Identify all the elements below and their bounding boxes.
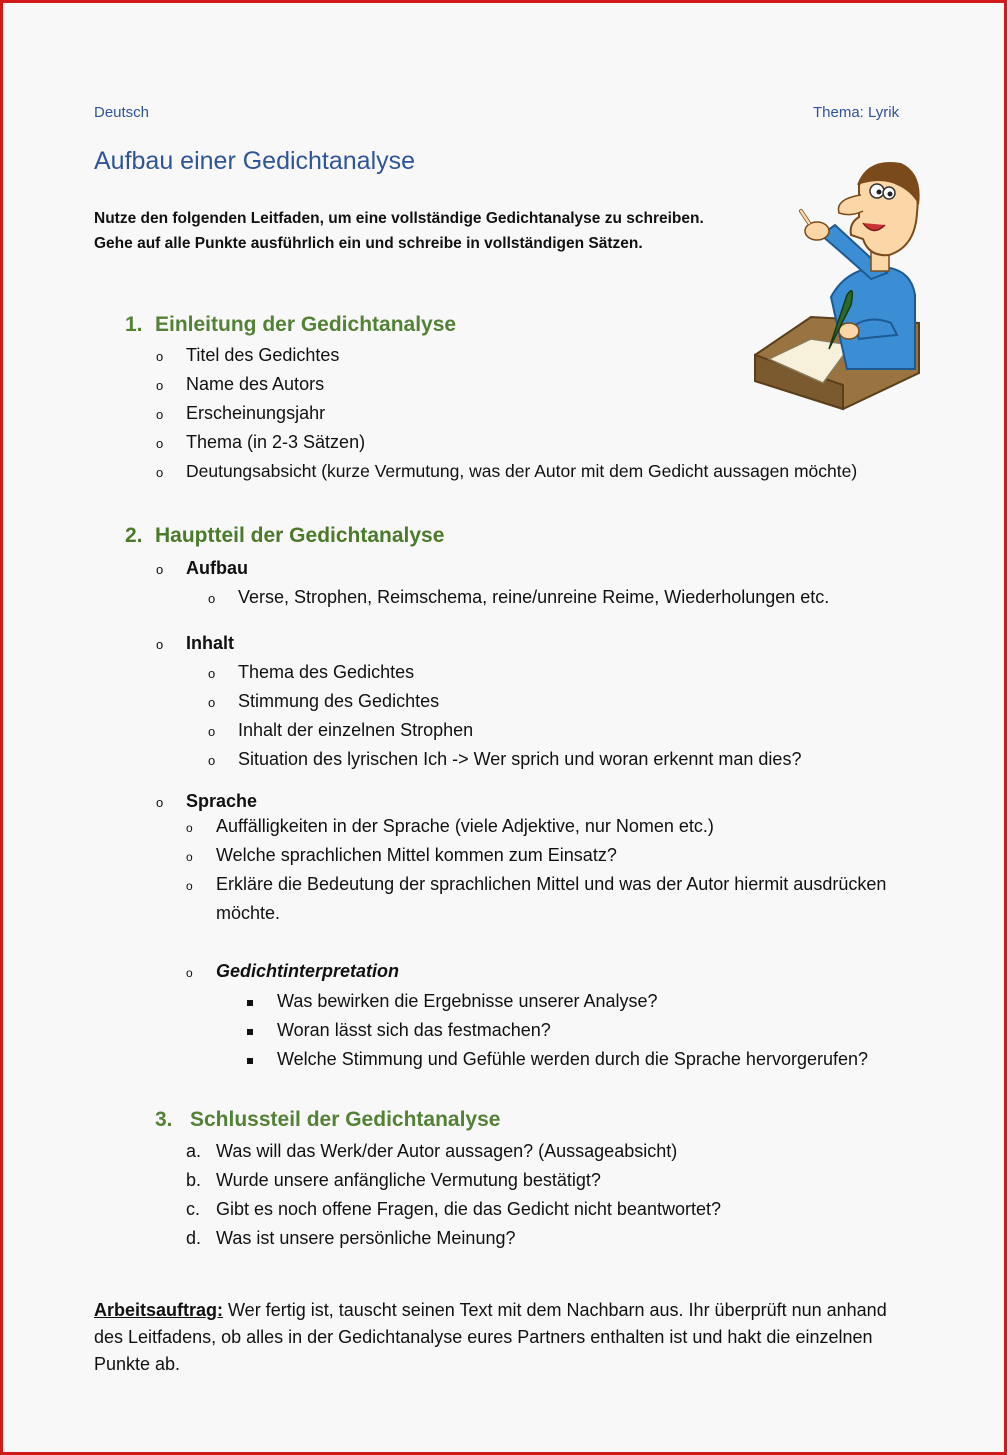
bullet-square <box>247 1000 253 1006</box>
assignment-line-3: Punkte ab. <box>94 1354 181 1374</box>
list-item: Thema des Gedichtes <box>238 662 415 682</box>
teacher-writing-illustration <box>751 155 923 411</box>
intro-line-2: Gehe auf alle Punkte ausführlich ein und schreibe in vollständigen Sätzen. <box>94 235 643 252</box>
bullet-circle: o <box>156 465 164 480</box>
bullet-circle: o <box>156 436 164 451</box>
bullet-circle: o <box>156 795 164 810</box>
bullet-square <box>247 1058 253 1064</box>
bullet-circle: o <box>186 850 193 864</box>
section1-heading: Einleitung der Gedichtanalyse <box>155 313 457 336</box>
list-item: Titel des Gedichtes <box>186 345 340 365</box>
list-item: Auffälligkeiten in der Sprache (viele Adjektive, nur Nomen etc.) <box>216 816 714 836</box>
assignment-line-1 <box>94 1300 887 1321</box>
bullet-square <box>247 1029 253 1035</box>
list-item: Stimmung des Gedichtes <box>238 691 440 711</box>
list-item: Erscheinungsjahr <box>186 403 326 423</box>
list-item: Name des Autors <box>186 374 325 394</box>
list-item: Wurde unsere anfängliche Vermutung bestätigt? <box>216 1170 601 1190</box>
bullet-circle: o <box>186 966 193 980</box>
list-item: Deutungsabsicht (kurze Vermutung, was der Autor mit dem Gedicht aussagen möchte) <box>186 461 858 481</box>
list-item-continuation: möchte. <box>216 903 281 923</box>
bullet-circle: o <box>156 349 164 364</box>
bullet-circle: o <box>208 724 216 739</box>
list-item: Welche Stimmung und Gefühle werden durch die Sprache hervorgerufen? <box>277 1049 869 1069</box>
list-letter: b. <box>186 1170 202 1190</box>
aufbau-label: Aufbau <box>186 558 248 578</box>
interpretation-label: Gedichtinterpretation <box>216 961 400 981</box>
bullet-circle: o <box>208 695 216 710</box>
section3-number: 3. <box>155 1108 173 1131</box>
header-subject: Deutsch <box>94 104 150 121</box>
bullet-circle: o <box>208 591 216 606</box>
assignment-label: Arbeitsauftrag: <box>94 1300 224 1320</box>
assignment-text: Wer fertig ist, tauscht seinen Text mit dem Nachbarn aus. Ihr überprüft nun anhand <box>223 1300 887 1320</box>
list-item: Verse, Strophen, Reimschema, reine/unreine Reime, Wiederholungen etc. <box>238 587 830 607</box>
list-letter: a. <box>186 1141 202 1161</box>
bullet-circle: o <box>156 378 164 393</box>
list-item: Erkläre die Bedeutung der sprachlichen Mittel und was der Autor hiermit ausdrücken <box>216 874 887 894</box>
list-item: Welche sprachlichen Mittel kommen zum Einsatz? <box>216 845 617 865</box>
assignment-line-2: des Leitfadens, ob alles in der Gedichtanalyse eures Partners enthalten ist und hakt die einzelnen <box>94 1327 873 1347</box>
bullet-circle: o <box>156 562 164 577</box>
list-item: Was ist unsere persönliche Meinung? <box>216 1228 516 1248</box>
bullet-circle: o <box>186 821 193 835</box>
section1-number: 1. <box>125 313 143 336</box>
list-letter: c. <box>186 1199 201 1219</box>
list-item: Was will das Werk/der Autor aussagen? (Aussageabsicht) <box>216 1141 678 1161</box>
bullet-circle: o <box>208 753 216 768</box>
list-item: Gibt es noch offene Fragen, die das Gedicht nicht beantwortet? <box>216 1199 721 1219</box>
bullet-circle: o <box>208 666 216 681</box>
section3-heading: Schlussteil der Gedichtanalyse <box>190 1108 501 1131</box>
section2-heading: Hauptteil der Gedichtanalyse <box>155 524 445 547</box>
sprache-label: Sprache <box>186 791 258 811</box>
page-title: Aufbau einer Gedichtanalyse <box>94 147 416 175</box>
bullet-circle: o <box>186 879 193 893</box>
list-item: Inhalt der einzelnen Strophen <box>238 720 474 740</box>
list-item: Situation des lyrischen Ich -> Wer sprich und woran erkennt man dies? <box>238 749 802 769</box>
list-item: Was bewirken die Ergebnisse unserer Analyse? <box>277 991 658 1011</box>
section2-number: 2. <box>125 524 143 547</box>
list-letter: d. <box>186 1228 202 1248</box>
intro-line-1: Nutze den folgenden Leitfaden, um eine vollständige Gedichtanalyse zu schreiben. <box>94 210 704 227</box>
list-item: Woran lässt sich das festmachen? <box>277 1020 551 1040</box>
header-topic: Thema: Lyrik <box>813 104 900 121</box>
list-item: Thema (in 2-3 Sätzen) <box>186 432 366 452</box>
bullet-circle: o <box>156 407 164 422</box>
bullet-circle: o <box>156 637 164 652</box>
inhalt-label: Inhalt <box>186 633 234 653</box>
